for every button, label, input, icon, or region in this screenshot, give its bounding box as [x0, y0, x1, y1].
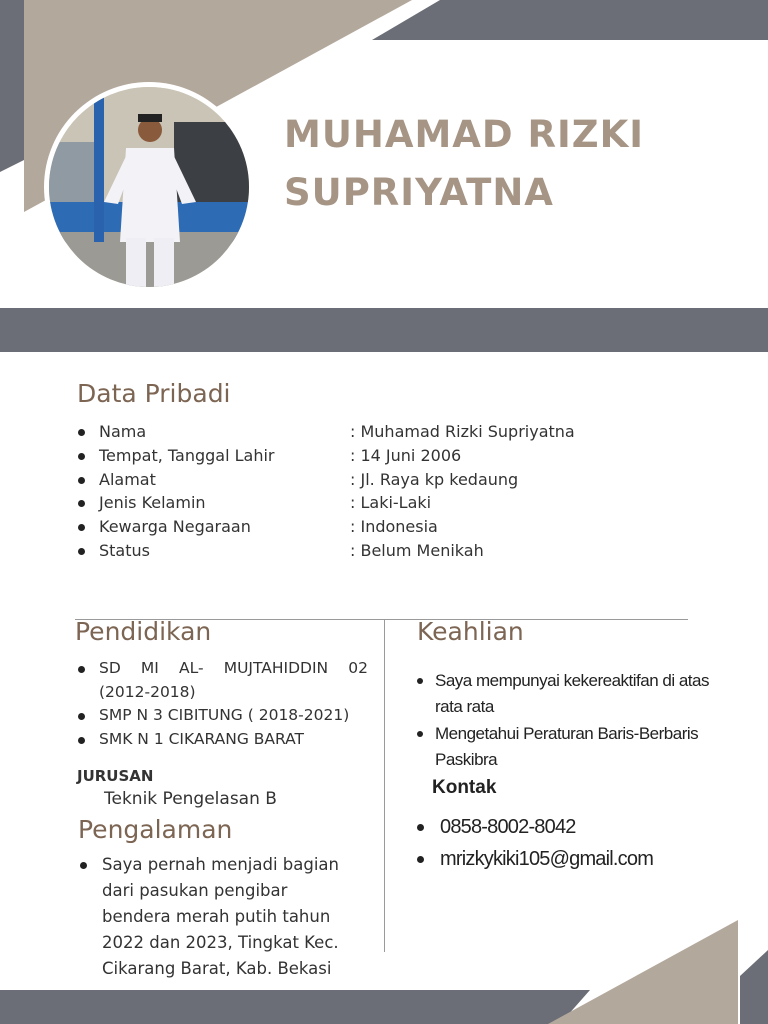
- bullet-icon: [78, 453, 85, 460]
- bullet-icon: [78, 737, 85, 744]
- phone-number: 0858-8002-8042: [440, 816, 576, 838]
- personal-data-label: Alamat: [99, 469, 156, 489]
- mid-slate-band: [0, 308, 768, 352]
- education-list: [78, 657, 368, 751]
- list-item: [78, 657, 368, 704]
- bullet-icon: [417, 678, 423, 684]
- personal-data-value: : Indonesia: [350, 517, 438, 537]
- bullet-icon: [78, 477, 85, 484]
- bullet-icon: [78, 548, 85, 555]
- personal-data-label: Status: [99, 540, 150, 560]
- personal-data-row: [78, 539, 638, 563]
- bullet-icon: [78, 524, 85, 531]
- bullet-icon: [80, 862, 87, 869]
- personal-data-value: : Muhamad Rizki Supriyatna: [350, 422, 575, 441]
- education-item-years: (2012-2018): [99, 682, 196, 701]
- bullet-icon: [78, 713, 85, 720]
- section-title-data-pribadi: Data Pribadi: [77, 379, 231, 408]
- contact-phone: [417, 811, 653, 843]
- experience-line: Saya pernah menjadi bagian: [102, 855, 339, 874]
- bullet-icon: [78, 500, 85, 507]
- bullet-icon: [78, 429, 85, 436]
- section-title-kontak: Kontak: [432, 777, 497, 798]
- list-item: [78, 728, 368, 752]
- vertical-divider: [384, 620, 385, 952]
- personal-data-label: Nama: [99, 422, 147, 441]
- profile-photo: [44, 82, 254, 292]
- personal-data-value: : Laki-Laki: [350, 493, 432, 513]
- bullet-icon: [417, 824, 424, 831]
- skill-line: Saya mempunyai kekereaktifan di atas: [435, 671, 709, 690]
- personal-data-label: Kewarga Negaraan: [99, 517, 251, 537]
- list-item: [417, 668, 762, 720]
- left-slate-strip: [0, 0, 24, 172]
- contact-list: [417, 811, 653, 875]
- bullet-icon: [417, 856, 424, 863]
- personal-data-value: : Jl. Raya kp kedaung: [350, 469, 519, 489]
- experience-line: 2022 dan 2023, Tingkat Kec.: [102, 933, 339, 952]
- section-title-pendidikan: Pendidikan: [75, 617, 212, 646]
- skill-line: Mengetahui Peraturan Baris-Berbaris: [435, 724, 699, 743]
- skills-list: [417, 668, 762, 774]
- personal-data-row: [78, 468, 638, 492]
- personal-data-label: Jenis Kelamin: [99, 493, 206, 513]
- email-address[interactable]: mrizkykiki105@gmail.com: [440, 848, 654, 870]
- section-title-pengalaman: Pengalaman: [78, 815, 233, 844]
- education-item-text: SMP N 3 CIBITUNG ( 2018-2021): [99, 706, 350, 724]
- list-item: [417, 721, 762, 773]
- section-title-keahlian: Keahlian: [417, 617, 524, 646]
- personal-data-row: [78, 444, 638, 468]
- list-item: [78, 704, 368, 728]
- personal-data-row: [78, 515, 638, 539]
- jurusan-value: Teknik Pengelasan B: [104, 789, 277, 809]
- personal-data-row: [78, 420, 638, 444]
- jurusan-label: JURUSAN: [77, 767, 154, 785]
- bottom-slate-band: [0, 990, 590, 1024]
- applicant-name: [284, 106, 644, 222]
- experience-line: bendera merah putih tahun: [102, 907, 331, 926]
- personal-data-label: Tempat, Tanggal Lahir: [99, 445, 275, 465]
- experience-line: Cikarang Barat, Kab. Bekasi: [102, 959, 332, 978]
- personal-data-value: : Belum Menikah: [350, 540, 484, 560]
- education-item-text: SD MI AL- MUJTAHIDDIN 02: [99, 659, 368, 677]
- experience-list: [80, 852, 370, 982]
- bullet-icon: [78, 666, 85, 673]
- bullet-icon: [417, 731, 423, 737]
- skill-line: Paskibra: [435, 750, 498, 769]
- name-line-2: SUPRIYATNA: [284, 171, 554, 214]
- top-slate-band: [372, 0, 768, 40]
- contact-email[interactable]: [417, 843, 653, 875]
- education-item-text: SMK N 1 CIKARANG BARAT: [99, 729, 305, 748]
- personal-data-value: : 14 Juni 2006: [350, 445, 462, 465]
- personal-data-list: [78, 420, 638, 563]
- name-line-1: MUHAMAD RIZKI: [284, 113, 645, 156]
- personal-data-row: [78, 491, 638, 515]
- list-item: [80, 852, 370, 982]
- experience-line: dari pasukan pengibar: [102, 881, 288, 900]
- skill-line: rata rata: [435, 697, 494, 716]
